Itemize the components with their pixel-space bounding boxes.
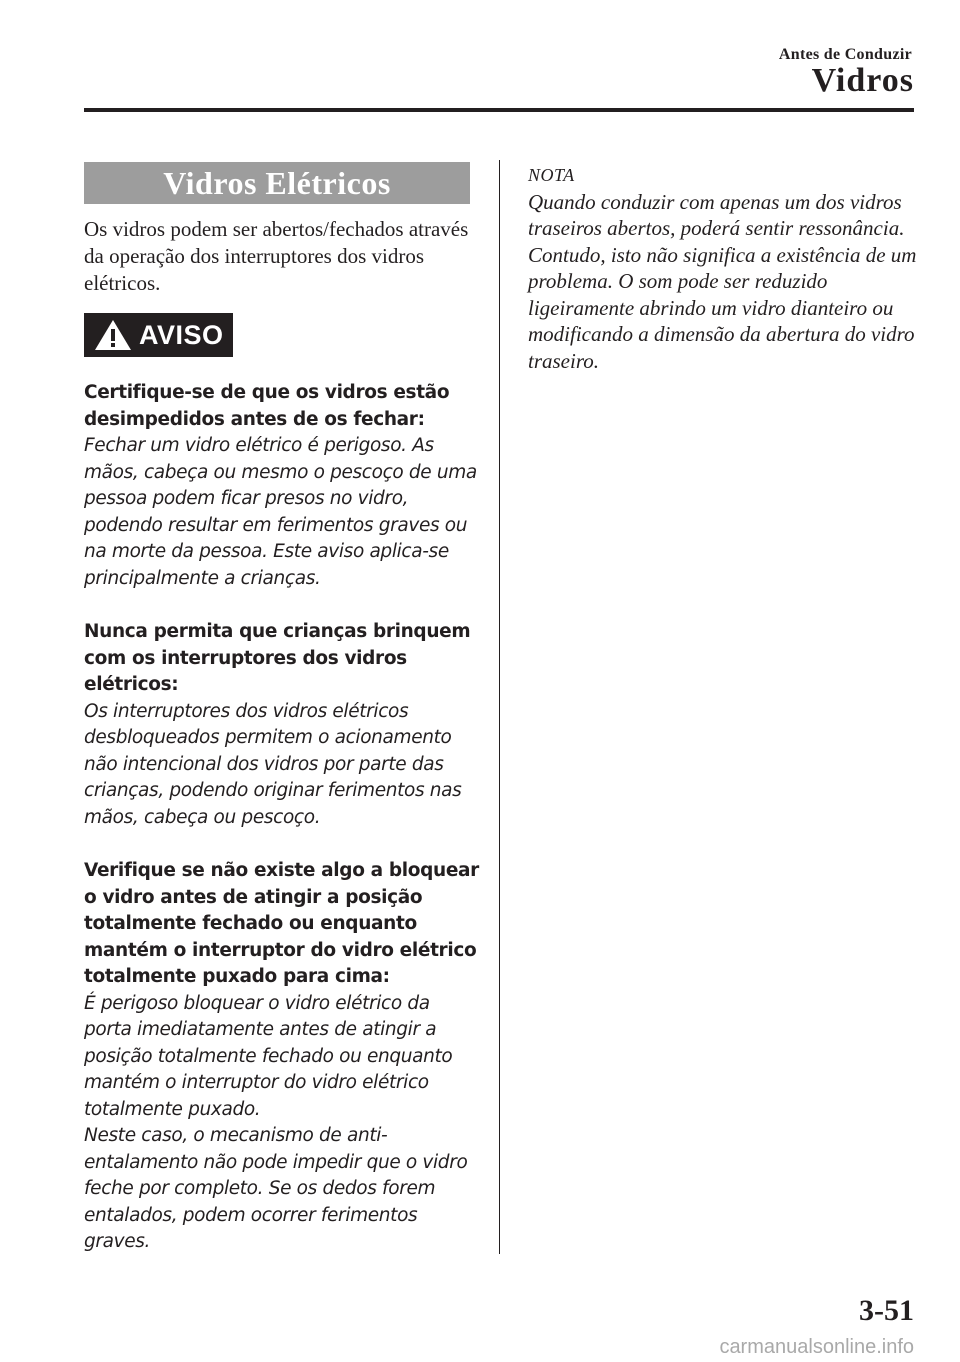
warning-content [84,380,480,1256]
warning-badge [84,313,233,357]
warning-heading: Nunca permita que crianças brinquem com os interruptores dos vidros elétricos: [84,621,471,695]
page-number: 3-51 [859,1294,914,1327]
header-divider [84,108,914,112]
warning-body: Os interruptores dos vidros elétricos desbloqueados permitem o acionamento não intencional dos vidros por parte das crianças, podendo originar ferimentos nas mãos, cabeça ou pescoço. [84,700,462,828]
watermark: carmanualsonline.info [719,1336,914,1358]
warning-triangle-icon [93,318,133,352]
note-box [528,162,928,374]
column-divider [499,160,500,1254]
warning-body-continued: Neste caso, o mecanismo de anti-entalamento não pode impedir que o vidro feche por completo. Se os dedos forem entalados, podem ocorrer ferimentos graves. [84,1125,468,1252]
section-title-banner: Vidros Elétricos [84,162,470,204]
warning-heading: Certifique-se de que os vidros estão desimpedidos antes de os fechar: [84,382,450,430]
note-text: Quando conduzir com apenas um dos vidros traseiros abertos, poderá sentir ressonância. Contudo, isto não significa a existência de um problema. O som pode ser reduzido ligeiramente abrindo um vidro dianteiro ou modificando a dimensão da abertura do vidro traseiro. [528,189,917,373]
warning-body: É perigoso bloquear o vidro elétrico da porta imediatamente antes de atingir a posição totalmente fechado ou enquanto mantém o interruptor do vidro elétrico totalmente puxado. [84,992,453,1120]
note-title: NOTA [528,165,575,185]
warning-body: Fechar um vidro elétrico é perigoso. As mãos, cabeça ou mesmo o pescoço de uma pessoa podem ficar presos no vidro, podendo resultar em ferimentos graves ou na morte da pessoa. Este aviso aplica-se principalmente a crianças. [84,435,477,589]
warning-label: AVISO [139,319,224,350]
chapter-title: Antes de Conduzir [778,46,912,63]
section-header-title: Vidros [811,62,914,99]
intro-paragraph: Os vidros podem ser abertos/fechados através da operação dos interruptores dos vidros elétricos. [84,217,469,295]
warning-heading: Verifique se não existe algo a bloquear o vidro antes de atingir a posição totalmente fechado ou enquanto mantém o interruptor do vidro elétrico totalmente puxado para cima: [84,860,479,987]
